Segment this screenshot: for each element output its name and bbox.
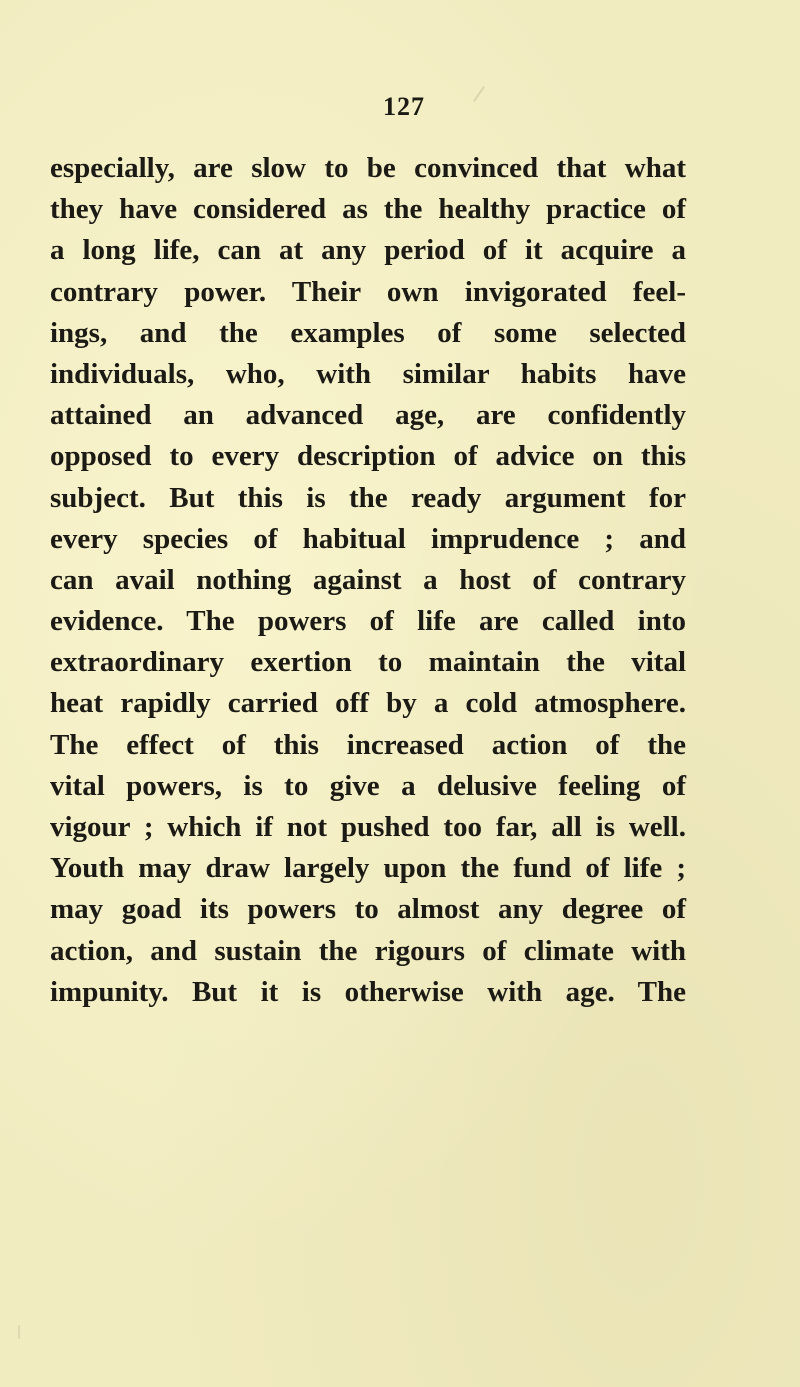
text-line: opposed to every description of advice on this (50, 440, 686, 473)
text-line: contrary power. Their own invigorated feel- (50, 275, 686, 308)
paper-speck (473, 86, 485, 102)
text-line: ings, and the examples of some selected (50, 316, 686, 349)
body-text (50, 148, 686, 1013)
text-line: they have considered as the healthy practice of (50, 193, 686, 226)
text-line: a long life, can at any period of it acquire a (50, 234, 686, 267)
text-line: may goad its powers to almost any degree of (50, 893, 686, 926)
page-number: 127 (383, 92, 425, 121)
text-line: can avail nothing against a host of contrary (50, 563, 686, 596)
text-line: extraordinary exertion to maintain the vital (50, 646, 686, 679)
text-line: vital powers, is to give a delusive feeling of (50, 769, 686, 802)
text-line: vigour ; which if not pushed too far, all is well. (50, 811, 686, 843)
paper-speck (18, 1325, 20, 1339)
text-line: every species of habitual imprudence ; and (50, 522, 686, 555)
text-line: attained an advanced age, are confidently (50, 399, 686, 432)
text-line: The effect of this increased action of the (50, 728, 686, 761)
text-line: especially, are slow to be convinced that what (50, 152, 686, 184)
text-line: impunity. But it is otherwise with age. The (50, 975, 686, 1008)
text-line: action, and sustain the rigours of climate with (50, 934, 686, 967)
text-line: evidence. The powers of life are called into (50, 605, 686, 638)
text-line: individuals, who, with similar habits have (50, 357, 686, 390)
text-line: heat rapidly carried off by a cold atmosphere. (50, 687, 686, 720)
text-line: subject. But this is the ready argument for (50, 481, 686, 514)
text-line: Youth may draw largely upon the fund of life ; (50, 852, 686, 885)
